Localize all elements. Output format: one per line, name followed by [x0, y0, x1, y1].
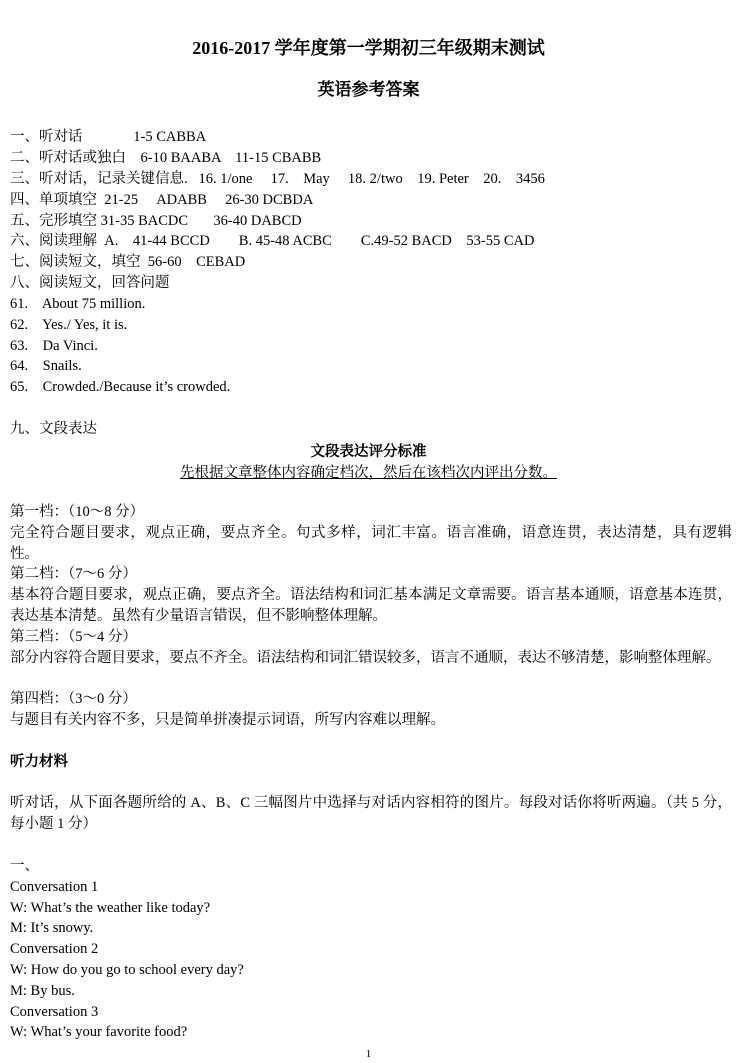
section-heading: 九、文段表达 — [10, 421, 97, 437]
rubric-title: 文段表达评分标准 — [310, 444, 427, 460]
script-line: Conversation 2 — [10, 941, 99, 957]
script-line: M: It’s snowy. — [10, 920, 94, 936]
answer-line: 62. Yes./ Yes, it is. — [10, 317, 128, 333]
script-line: M: By bus. — [10, 983, 75, 999]
answer-line: 65. Crowded./Because it’s crowded. — [10, 379, 231, 395]
script-line: W: What’s the weather like today? — [10, 900, 211, 916]
answer-line: 61. About 75 million. — [10, 296, 146, 312]
answer-line: 二、听对话或独白 6-10 BAABA 11-15 CBABB — [10, 150, 322, 166]
grade-label: 第四档：（3～0 分） — [10, 691, 137, 707]
document-title: 2016-2017 学年度第一学期初三年级期末测试 — [192, 38, 545, 58]
grade-text: 完全符合题目要求，观点正确，要点齐全。句式多样，词汇丰富。语言准确，语意连贯，表达清楚，具有逻辑性。 — [10, 525, 732, 562]
answer-line: 七、阅读短文，填空 56-60 CEBAD — [10, 254, 246, 270]
answer-line: 64. Snails. — [10, 358, 82, 374]
grade-label: 第二档：（7～6 分） — [10, 566, 137, 582]
script-line: W: How do you go to school every day? — [10, 962, 244, 978]
listening-heading: 听力材料 — [10, 754, 68, 770]
part-label: 一、 — [10, 858, 39, 874]
rubric-note: 先根据文章整体内容确定档次，然后在该档次内评出分数。 — [180, 465, 557, 481]
answer-line: 八、阅读短文，回答问题 — [10, 275, 170, 291]
answer-line: 63. Da Vinci. — [10, 338, 98, 354]
answer-line: 四、单项填空 21-25 ADABB 26-30 DCBDA — [10, 192, 314, 208]
grade-text: 与题目有关内容不多，只是简单拼凑提示词语，所写内容难以理解。 — [10, 712, 445, 728]
grade-label: 第一档：（10～8 分） — [10, 504, 145, 520]
grade-label: 第三档：（5～4 分） — [10, 629, 137, 645]
grade-text: 基本符合题目要求，观点正确，要点齐全。语法结构和词汇基本满足文章需要。语言基本通顺，语意基本连贯，表达基本清楚。虽然有少量语言错误，但不影响整体理解。 — [10, 587, 732, 624]
grade-text: 部分内容符合题目要求，要点不齐全。语法结构和词汇错误较多，语言不通顺，表达不够清楚，影响整体理解。 — [10, 650, 721, 666]
answer-line: 一、听对话 1-5 CABBA — [10, 129, 207, 145]
page-number: 1 — [365, 1048, 372, 1060]
listening-instructions: 听对话，从下面各题所给的 A、B、C 三幅图片中选择与对话内容相符的图片。每段对话你将听两遍。（共 5 分，每小题 1 分） — [10, 795, 732, 832]
document-subtitle: 英语参考答案 — [317, 80, 420, 99]
script-line: W: What’s your favorite food? — [10, 1024, 188, 1040]
script-line: Conversation 3 — [10, 1004, 99, 1020]
script-line: Conversation 1 — [10, 879, 99, 895]
answer-line: 五、完形填空 31-35 BACDC 36-40 DABCD — [10, 213, 302, 229]
answer-line: 三、听对话，记录关键信息. 16. 1/one 17. May 18. 2/two 19. Peter 20. 3456 — [10, 171, 545, 187]
answer-line: 六、阅读理解 A. 41-44 BCCD B. 45-48 ACBC C.49-52 BACD 53-55 CAD — [10, 233, 535, 249]
